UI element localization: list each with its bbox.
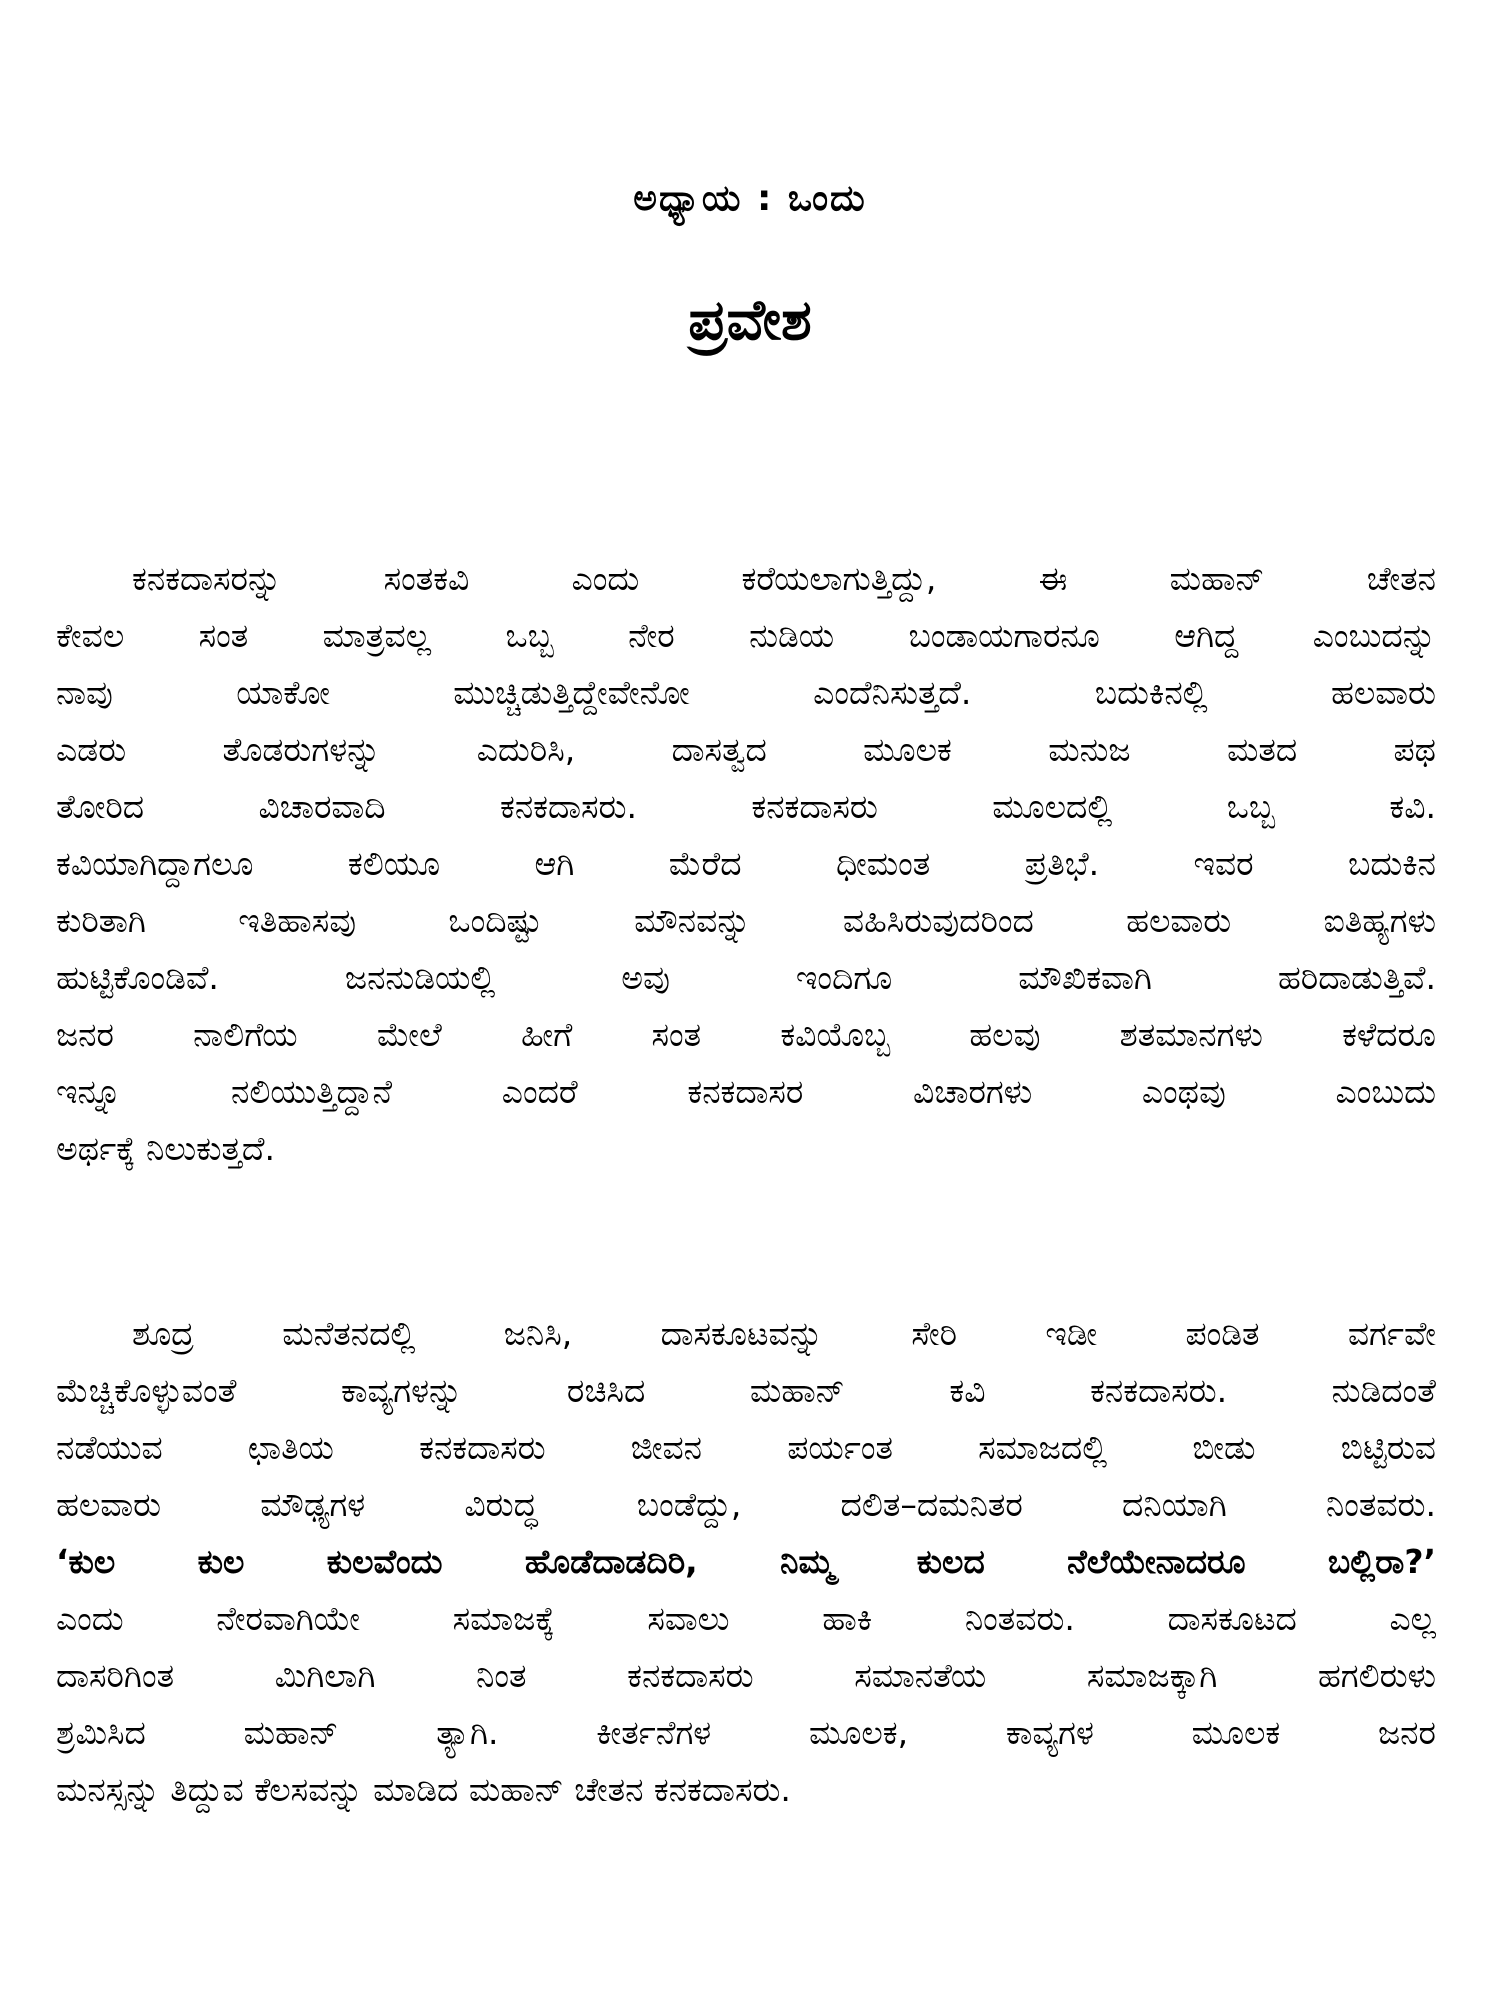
paragraph-line: ಹುಟ್ಟಿಕೊಂಡಿವೆ. ಜನನುಡಿಯಲ್ಲಿ ಅವು ಇಂದಿಗೂ ಮೌಖಿಕವಾಗಿ ಹರಿದಾಡುತ್ತಿವೆ. xyxy=(56,958,1436,997)
paragraph-line: ಎಡರು ತೊಡರುಗಳನ್ನು ಎದುರಿಸಿ, ದಾಸತ್ವದ ಮೂಲಕ ಮನುಜ ಮತದ ಪಥ xyxy=(56,730,1436,769)
paragraph-line: ಜನರ ನಾಲಿಗೆಯ ಮೇಲೆ ಹೀಗೆ ಸಂತ ಕವಿಯೊಬ್ಬ ಹಲವು ಶತಮಾನಗಳು ಕಳೆದರೂ xyxy=(56,1015,1436,1054)
paragraph-line: ಶ್ರಮಿಸಿದ ಮಹಾನ್ ತ್ಯಾಗಿ. ಕೀರ್ತನೆಗಳ ಮೂಲಕ, ಕಾವ್ಯಗಳ ಮೂಲಕ ಜನರ xyxy=(56,1713,1436,1752)
paragraph-line: ದಾಸರಿಗಿಂತ ಮಿಗಿಲಾಗಿ ನಿಂತ ಕನಕದಾಸರು ಸಮಾನತೆಯ ಸಮಾಜಕ್ಕಾಗಿ ಹಗಲಿರುಳು xyxy=(56,1656,1436,1695)
paragraph-line: ಇನ್ನೂ ನಲಿಯುತ್ತಿದ್ದಾನೆ ಎಂದರೆ ಕನಕದಾಸರ ವಿಚಾರಗಳು ಎಂಥವು ಎಂಬುದು xyxy=(56,1072,1436,1111)
paragraph-line: ಮೆಚ್ಚಿಕೊಳ್ಳುವಂತೆ ಕಾವ್ಯಗಳನ್ನು ರಚಿಸಿದ ಮಹಾನ್ ಕವಿ ಕನಕದಾಸರು. ನುಡಿದಂತೆ xyxy=(56,1371,1436,1410)
paragraph-line: ಮನಸ್ಸನ್ನು ತಿದ್ದುವ ಕೆಲಸವನ್ನು ಮಾಡಿದ ಮಹಾನ್ ಚೇತನ ಕನಕದಾಸರು. xyxy=(56,1770,791,1809)
paragraph-line: ಕೇವಲ ಸಂತ ಮಾತ್ರವಲ್ಲ ಒಬ್ಬ ನೇರ ನುಡಿಯ ಬಂಡಾಯಗಾರನೂ ಆಗಿದ್ದ ಎಂಬುದನ್ನು xyxy=(56,616,1436,655)
chapter-title: ಪ್ರವೇಶ xyxy=(688,288,812,353)
paragraph-line: ಶೂದ್ರ ಮನೆತನದಲ್ಲಿ ಜನಿಸಿ, ದಾಸಕೂಟವನ್ನು ಸೇರಿ ಇಡೀ ಪಂಡಿತ ವರ್ಗವೇ xyxy=(132,1314,1436,1353)
paragraph-line: ತೋರಿದ ವಿಚಾರವಾದಿ ಕನಕದಾಸರು. ಕನಕದಾಸರು ಮೂಲದಲ್ಲಿ ಒಬ್ಬ ಕವಿ. xyxy=(56,787,1436,826)
paragraph-line: ನಾವು ಯಾಕೋ ಮುಚ್ಚಿಡುತ್ತಿದ್ದೇವೇನೋ ಎಂದೆನಿಸುತ್ತದೆ. ಬದುಕಿನಲ್ಲಿ ಹಲವಾರು xyxy=(56,673,1436,712)
paragraph-line: ಕವಿಯಾಗಿದ್ದಾಗಲೂ ಕಲಿಯೂ ಆಗಿ ಮೆರೆದ ಧೀಮಂತ ಪ್ರತಿಭೆ. ಇವರ ಬದುಕಿನ xyxy=(56,844,1436,883)
quoted-line: ‘ಕುಲ ಕುಲ ಕುಲವೆಂದು ಹೊಡೆದಾಡದಿರಿ, ನಿಮ್ಮ ಕುಲದ ನೆಲೆಯೇನಾದರೂ ಬಲ್ಲಿರಾ?’ xyxy=(56,1542,1436,1581)
paragraph-line: ನಡೆಯುವ ಛಾತಿಯ ಕನಕದಾಸರು ಜೀವನ ಪರ್ಯಂತ ಸಮಾಜದಲ್ಲಿ ಬೀಡು ಬಿಟ್ಟಿರುವ xyxy=(56,1428,1436,1467)
paragraph-line: ಅರ್ಥಕ್ಕೆ ನಿಲುಕುತ್ತದೆ. xyxy=(56,1129,275,1168)
paragraph-line: ಹಲವಾರು ಮೌಢ್ಯಗಳ ವಿರುದ್ಧ ಬಂಡೆದ್ದು, ದಲಿತ–ದಮನಿತರ ದನಿಯಾಗಿ ನಿಂತವರು. xyxy=(56,1485,1436,1524)
paragraph-line: ಕುರಿತಾಗಿ ಇತಿಹಾಸವು ಒಂದಿಷ್ಟು ಮೌನವನ್ನು ವಹಿಸಿರುವುದರಿಂದ ಹಲವಾರು ಐತಿಹ್ಯಗಳು xyxy=(56,901,1436,940)
paragraph-line: ಎಂದು ನೇರವಾಗಿಯೇ ಸಮಾಜಕ್ಕೆ ಸವಾಲು ಹಾಕಿ ನಿಂತವರು. ದಾಸಕೂಟದ ಎಲ್ಲ xyxy=(56,1599,1436,1638)
paragraph-2 xyxy=(56,1305,1436,1818)
chapter-label: ಅಧ್ಯಾಯ : ಒಂದು xyxy=(633,178,867,219)
paragraph-1 xyxy=(56,550,1436,1177)
paragraph-line: ಕನಕದಾಸರನ್ನು ಸಂತಕವಿ ಎಂದು ಕರೆಯಲಾಗುತ್ತಿದ್ದು, ಈ ಮಹಾನ್ ಚೇತನ xyxy=(132,559,1436,598)
